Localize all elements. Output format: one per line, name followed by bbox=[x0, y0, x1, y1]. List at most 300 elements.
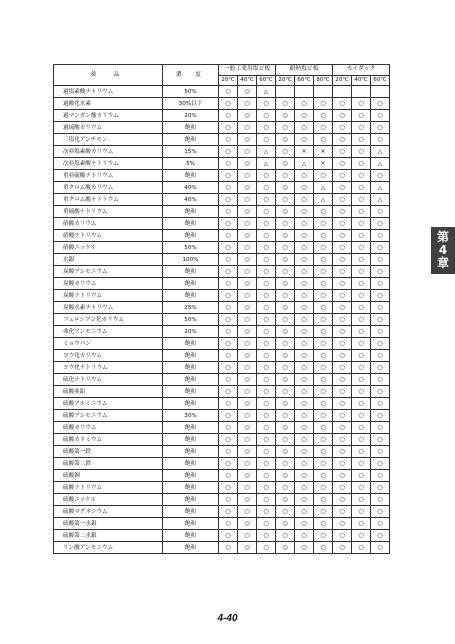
resistance-rating-cell bbox=[295, 470, 314, 482]
resistance-rating-cell bbox=[295, 302, 314, 314]
resistance-rating-mark: ○ bbox=[282, 519, 288, 527]
resistance-rating-mark: ○ bbox=[263, 99, 269, 107]
resistance-rating-cell bbox=[333, 194, 352, 206]
resistance-rating-mark: ○ bbox=[282, 399, 288, 407]
resistance-rating-cell bbox=[238, 446, 257, 458]
resistance-rating-mark: ○ bbox=[339, 483, 345, 491]
resistance-rating-mark: ○ bbox=[244, 351, 250, 359]
resistance-rating-cell bbox=[257, 338, 276, 350]
resistance-rating-mark: ○ bbox=[301, 411, 307, 419]
resistance-rating-mark: ○ bbox=[282, 543, 288, 551]
resistance-rating-cell bbox=[333, 386, 352, 398]
resistance-rating-cell bbox=[238, 314, 257, 326]
resistance-rating-mark: ○ bbox=[339, 303, 345, 311]
resistance-rating-cell bbox=[238, 518, 257, 530]
resistance-rating-cell bbox=[257, 458, 276, 470]
resistance-rating-cell bbox=[257, 230, 276, 242]
resistance-rating-cell bbox=[257, 410, 276, 422]
resistance-rating-mark: ○ bbox=[225, 231, 231, 239]
resistance-rating-cell bbox=[333, 362, 352, 374]
chemical-name-cell: 硫酸第二水銀 bbox=[54, 530, 163, 542]
resistance-rating-cell bbox=[295, 422, 314, 434]
resistance-rating-mark: ○ bbox=[339, 231, 345, 239]
resistance-rating-cell bbox=[238, 434, 257, 446]
resistance-rating-mark: ○ bbox=[282, 291, 288, 299]
resistance-rating-cell bbox=[257, 242, 276, 254]
resistance-rating-mark: ○ bbox=[225, 435, 231, 443]
chemical-name-cell: 重クロム酸カリウム bbox=[54, 182, 163, 194]
resistance-rating-cell bbox=[352, 446, 371, 458]
resistance-rating-mark: ○ bbox=[244, 399, 250, 407]
resistance-rating-cell bbox=[333, 518, 352, 530]
resistance-rating-cell bbox=[314, 470, 333, 482]
resistance-rating-mark: ○ bbox=[282, 327, 288, 335]
resistance-rating-mark: ○ bbox=[244, 267, 250, 275]
table-row bbox=[54, 350, 390, 362]
resistance-rating-mark: ○ bbox=[282, 183, 288, 191]
resistance-rating-cell bbox=[371, 434, 390, 446]
resistance-rating-mark: ○ bbox=[225, 459, 231, 467]
resistance-rating-mark: ○ bbox=[282, 435, 288, 443]
resistance-rating-cell bbox=[276, 542, 295, 554]
resistance-rating-cell bbox=[295, 134, 314, 146]
concentration-cell: 15% bbox=[163, 146, 219, 158]
resistance-rating-mark: ○ bbox=[263, 471, 269, 479]
resistance-rating-cell bbox=[295, 482, 314, 494]
resistance-rating-mark: ○ bbox=[225, 171, 231, 179]
concentration-cell: 100% bbox=[163, 254, 219, 266]
resistance-rating-mark: ○ bbox=[377, 483, 383, 491]
chemical-name-cell: リン酸アンモニウム bbox=[54, 542, 163, 554]
resistance-rating-cell bbox=[295, 530, 314, 542]
resistance-rating-cell bbox=[352, 158, 371, 170]
resistance-rating-mark: ○ bbox=[225, 267, 231, 275]
resistance-rating-cell bbox=[295, 458, 314, 470]
resistance-rating-mark: ○ bbox=[244, 159, 250, 167]
resistance-rating-mark: ○ bbox=[244, 195, 250, 203]
resistance-rating-mark: ○ bbox=[244, 135, 250, 143]
chemical-name-cell: 炭酸ナトリウム bbox=[54, 290, 163, 302]
resistance-rating-cell bbox=[219, 302, 238, 314]
resistance-rating-mark: ○ bbox=[377, 471, 383, 479]
chemical-name-cell: 三塩化アンチモン bbox=[54, 134, 163, 146]
resistance-rating-cell bbox=[333, 350, 352, 362]
chemical-name-cell: 硫酸アンモニウム bbox=[54, 410, 163, 422]
resistance-rating-mark: ○ bbox=[244, 327, 250, 335]
chapter-tab-char: 章 bbox=[436, 256, 449, 270]
resistance-rating-cell bbox=[257, 446, 276, 458]
resistance-rating-cell bbox=[314, 98, 333, 110]
chemical-name-cell: 硝酸ニッケル bbox=[54, 242, 163, 254]
resistance-rating-cell bbox=[295, 338, 314, 350]
resistance-rating-mark: ○ bbox=[244, 303, 250, 311]
resistance-rating-mark: ○ bbox=[358, 327, 364, 335]
resistance-rating-cell bbox=[314, 290, 333, 302]
concentration-cell: 飽和 bbox=[163, 122, 219, 134]
chemical-name-cell: 硫酸ナトリウム bbox=[54, 482, 163, 494]
resistance-rating-mark: ○ bbox=[339, 363, 345, 371]
resistance-rating-mark: ○ bbox=[339, 471, 345, 479]
resistance-rating-mark: ○ bbox=[377, 531, 383, 539]
resistance-rating-cell bbox=[276, 98, 295, 110]
resistance-rating-cell bbox=[219, 506, 238, 518]
resistance-rating-cell bbox=[371, 278, 390, 290]
resistance-rating-cell bbox=[276, 314, 295, 326]
resistance-rating-cell bbox=[295, 278, 314, 290]
table-row bbox=[54, 86, 390, 98]
resistance-rating-mark: ○ bbox=[358, 399, 364, 407]
resistance-rating-mark: ○ bbox=[225, 519, 231, 527]
resistance-rating-mark: ○ bbox=[225, 543, 231, 551]
resistance-rating-mark: ○ bbox=[301, 267, 307, 275]
chemical-name-cell: 重硫酸ナトリウム bbox=[54, 206, 163, 218]
resistance-rating-cell bbox=[352, 494, 371, 506]
resistance-rating-mark: ○ bbox=[339, 459, 345, 467]
resistance-rating-cell bbox=[238, 266, 257, 278]
resistance-rating-cell bbox=[257, 134, 276, 146]
resistance-rating-cell bbox=[295, 254, 314, 266]
resistance-rating-mark: △ bbox=[377, 184, 383, 191]
resistance-rating-cell bbox=[371, 410, 390, 422]
resistance-rating-mark: ○ bbox=[244, 375, 250, 383]
resistance-rating-mark: ○ bbox=[244, 339, 250, 347]
resistance-rating-mark: ○ bbox=[358, 411, 364, 419]
resistance-rating-cell bbox=[257, 494, 276, 506]
resistance-rating-cell bbox=[333, 98, 352, 110]
resistance-rating-cell bbox=[371, 350, 390, 362]
resistance-rating-mark: ○ bbox=[225, 327, 231, 335]
resistance-rating-mark: ○ bbox=[263, 111, 269, 119]
resistance-rating-cell bbox=[276, 482, 295, 494]
resistance-rating-mark: ○ bbox=[282, 471, 288, 479]
resistance-rating-cell bbox=[257, 218, 276, 230]
resistance-rating-cell bbox=[333, 494, 352, 506]
resistance-rating-mark: ○ bbox=[358, 531, 364, 539]
table-row bbox=[54, 290, 390, 302]
resistance-rating-cell bbox=[276, 194, 295, 206]
resistance-rating-cell bbox=[314, 158, 333, 170]
resistance-rating-cell bbox=[219, 170, 238, 182]
resistance-rating-mark: ○ bbox=[377, 231, 383, 239]
concentration-cell: 飽和 bbox=[163, 542, 219, 554]
resistance-rating-cell bbox=[219, 398, 238, 410]
header-temp: 60℃ bbox=[257, 75, 276, 86]
resistance-rating-mark: ○ bbox=[339, 147, 345, 155]
resistance-rating-cell bbox=[257, 398, 276, 410]
resistance-rating-cell bbox=[333, 278, 352, 290]
resistance-rating-mark: ○ bbox=[339, 291, 345, 299]
resistance-rating-mark: ○ bbox=[263, 207, 269, 215]
resistance-rating-cell bbox=[314, 266, 333, 278]
resistance-rating-mark: ○ bbox=[377, 447, 383, 455]
resistance-rating-cell bbox=[333, 482, 352, 494]
resistance-rating-cell bbox=[238, 134, 257, 146]
resistance-rating-cell bbox=[276, 398, 295, 410]
resistance-rating-mark: ○ bbox=[225, 303, 231, 311]
resistance-rating-mark: ○ bbox=[225, 147, 231, 155]
resistance-rating-mark: ○ bbox=[225, 99, 231, 107]
resistance-rating-mark: ○ bbox=[320, 483, 326, 491]
chemical-name-cell: 弗化アンモニウム bbox=[54, 326, 163, 338]
resistance-rating-cell bbox=[314, 410, 333, 422]
resistance-rating-mark: ○ bbox=[358, 303, 364, 311]
resistance-rating-mark: ○ bbox=[358, 159, 364, 167]
resistance-rating-mark: ○ bbox=[263, 423, 269, 431]
resistance-rating-mark: ○ bbox=[244, 411, 250, 419]
table-row bbox=[54, 386, 390, 398]
resistance-rating-cell bbox=[219, 542, 238, 554]
table-row bbox=[54, 170, 390, 182]
resistance-rating-cell bbox=[371, 398, 390, 410]
resistance-rating-cell bbox=[219, 326, 238, 338]
resistance-rating-mark: ○ bbox=[263, 327, 269, 335]
resistance-rating-cell bbox=[276, 182, 295, 194]
resistance-rating-mark: × bbox=[320, 147, 326, 155]
resistance-rating-mark: ○ bbox=[339, 207, 345, 215]
resistance-rating-mark: ○ bbox=[320, 495, 326, 503]
resistance-rating-mark: ○ bbox=[377, 219, 383, 227]
resistance-rating-mark: ○ bbox=[225, 111, 231, 119]
resistance-rating-cell bbox=[219, 182, 238, 194]
concentration-cell: 50% bbox=[163, 314, 219, 326]
resistance-rating-mark: ○ bbox=[282, 303, 288, 311]
resistance-rating-cell bbox=[276, 110, 295, 122]
resistance-rating-cell bbox=[314, 350, 333, 362]
resistance-rating-mark: ○ bbox=[320, 171, 326, 179]
resistance-rating-cell bbox=[238, 158, 257, 170]
resistance-rating-mark: ○ bbox=[339, 255, 345, 263]
resistance-rating-mark: ○ bbox=[225, 135, 231, 143]
table-row bbox=[54, 242, 390, 254]
resistance-rating-cell bbox=[352, 182, 371, 194]
resistance-rating-mark: ○ bbox=[301, 435, 307, 443]
resistance-rating-cell bbox=[333, 314, 352, 326]
resistance-rating-mark: ○ bbox=[301, 495, 307, 503]
resistance-rating-cell bbox=[333, 218, 352, 230]
resistance-rating-cell bbox=[295, 122, 314, 134]
concentration-cell: 飽和 bbox=[163, 338, 219, 350]
concentration-cell: 20% bbox=[163, 110, 219, 122]
resistance-rating-mark: ○ bbox=[377, 339, 383, 347]
resistance-rating-mark: ○ bbox=[225, 219, 231, 227]
resistance-rating-cell bbox=[276, 86, 295, 98]
resistance-rating-cell bbox=[352, 542, 371, 554]
resistance-rating-mark: × bbox=[301, 147, 307, 155]
resistance-rating-cell bbox=[352, 434, 371, 446]
resistance-rating-mark: ○ bbox=[244, 255, 250, 263]
resistance-rating-cell bbox=[276, 146, 295, 158]
resistance-rating-mark: ○ bbox=[339, 519, 345, 527]
resistance-rating-mark: ○ bbox=[377, 327, 383, 335]
resistance-rating-cell bbox=[276, 230, 295, 242]
resistance-rating-mark: ○ bbox=[320, 267, 326, 275]
resistance-rating-cell bbox=[333, 110, 352, 122]
resistance-rating-cell bbox=[314, 302, 333, 314]
chemical-name-cell: 硫酸アルミニウム bbox=[54, 398, 163, 410]
resistance-rating-mark: ○ bbox=[244, 315, 250, 323]
resistance-rating-cell bbox=[295, 182, 314, 194]
concentration-cell: 5% bbox=[163, 158, 219, 170]
resistance-rating-mark: ○ bbox=[282, 231, 288, 239]
concentration-cell: 飽和 bbox=[163, 398, 219, 410]
resistance-rating-mark: ○ bbox=[358, 171, 364, 179]
resistance-rating-mark: ○ bbox=[244, 147, 250, 155]
resistance-rating-cell bbox=[276, 506, 295, 518]
resistance-rating-mark: ○ bbox=[358, 279, 364, 287]
resistance-rating-mark: ○ bbox=[225, 423, 231, 431]
resistance-rating-mark: ○ bbox=[263, 387, 269, 395]
resistance-rating-cell bbox=[276, 266, 295, 278]
resistance-rating-mark: ○ bbox=[244, 87, 250, 95]
resistance-rating-cell bbox=[276, 218, 295, 230]
resistance-rating-cell bbox=[371, 206, 390, 218]
resistance-rating-mark: ○ bbox=[301, 303, 307, 311]
resistance-rating-mark: ○ bbox=[225, 531, 231, 539]
resistance-rating-mark: ○ bbox=[358, 147, 364, 155]
resistance-rating-mark: ○ bbox=[320, 351, 326, 359]
resistance-rating-mark: ○ bbox=[225, 387, 231, 395]
resistance-rating-mark: ○ bbox=[377, 207, 383, 215]
resistance-rating-mark: ○ bbox=[358, 183, 364, 191]
resistance-rating-mark: ○ bbox=[339, 279, 345, 287]
resistance-rating-cell bbox=[219, 410, 238, 422]
table-row bbox=[54, 146, 390, 158]
resistance-rating-cell bbox=[295, 374, 314, 386]
resistance-rating-mark: ○ bbox=[320, 99, 326, 107]
resistance-rating-mark: ○ bbox=[263, 303, 269, 311]
resistance-rating-mark: ○ bbox=[377, 363, 383, 371]
resistance-rating-mark: ○ bbox=[377, 135, 383, 143]
resistance-rating-cell bbox=[219, 530, 238, 542]
resistance-rating-mark: ○ bbox=[358, 291, 364, 299]
chemical-name-cell: 硫酸第二鉄 bbox=[54, 458, 163, 470]
resistance-rating-cell bbox=[295, 326, 314, 338]
resistance-rating-mark: ○ bbox=[225, 363, 231, 371]
resistance-rating-mark: ○ bbox=[320, 459, 326, 467]
resistance-rating-cell bbox=[295, 386, 314, 398]
resistance-rating-cell bbox=[219, 206, 238, 218]
resistance-rating-mark: ○ bbox=[339, 435, 345, 443]
chemical-name-cell: 炭酸アンモニウム bbox=[54, 266, 163, 278]
resistance-rating-cell bbox=[314, 110, 333, 122]
resistance-rating-cell bbox=[219, 230, 238, 242]
resistance-rating-mark: ○ bbox=[282, 531, 288, 539]
resistance-rating-cell bbox=[276, 458, 295, 470]
header-temp: 20℃ bbox=[333, 75, 352, 86]
resistance-rating-mark: ○ bbox=[225, 183, 231, 191]
resistance-rating-cell bbox=[219, 266, 238, 278]
resistance-rating-cell bbox=[257, 506, 276, 518]
resistance-rating-cell bbox=[371, 338, 390, 350]
resistance-rating-cell bbox=[276, 410, 295, 422]
header-group-kydex: カイダック bbox=[333, 65, 390, 76]
resistance-rating-mark: ○ bbox=[358, 255, 364, 263]
concentration-cell: 40% bbox=[163, 182, 219, 194]
resistance-rating-cell bbox=[352, 374, 371, 386]
resistance-rating-mark: ○ bbox=[282, 255, 288, 263]
resistance-rating-mark: ○ bbox=[358, 471, 364, 479]
resistance-rating-mark: ○ bbox=[339, 111, 345, 119]
resistance-rating-mark: ○ bbox=[339, 543, 345, 551]
resistance-rating-mark: ○ bbox=[339, 99, 345, 107]
resistance-rating-cell bbox=[371, 218, 390, 230]
resistance-rating-cell bbox=[371, 458, 390, 470]
concentration-cell: 飽和 bbox=[163, 278, 219, 290]
resistance-rating-cell bbox=[219, 362, 238, 374]
resistance-rating-mark: ○ bbox=[301, 255, 307, 263]
resistance-rating-mark: △ bbox=[301, 160, 307, 167]
resistance-rating-cell bbox=[238, 470, 257, 482]
table-row bbox=[54, 302, 390, 314]
resistance-rating-cell bbox=[352, 194, 371, 206]
chemical-name-cell: 過硫酸カリウム bbox=[54, 122, 163, 134]
resistance-rating-mark: ○ bbox=[225, 315, 231, 323]
resistance-rating-mark: ○ bbox=[263, 519, 269, 527]
header-temp: 80℃ bbox=[314, 75, 333, 86]
resistance-rating-cell bbox=[314, 122, 333, 134]
resistance-rating-cell bbox=[352, 518, 371, 530]
resistance-rating-cell bbox=[371, 266, 390, 278]
resistance-rating-mark: ○ bbox=[263, 339, 269, 347]
resistance-rating-mark: ○ bbox=[301, 231, 307, 239]
resistance-rating-mark: ○ bbox=[263, 255, 269, 263]
resistance-rating-cell bbox=[371, 110, 390, 122]
resistance-rating-mark: ○ bbox=[263, 507, 269, 515]
resistance-rating-mark: ○ bbox=[301, 111, 307, 119]
resistance-rating-mark: ○ bbox=[301, 459, 307, 467]
resistance-rating-mark: △ bbox=[377, 148, 383, 155]
resistance-rating-mark: ○ bbox=[244, 495, 250, 503]
resistance-rating-mark: ○ bbox=[263, 447, 269, 455]
resistance-rating-cell bbox=[238, 530, 257, 542]
resistance-rating-mark: △ bbox=[263, 160, 269, 167]
resistance-rating-cell bbox=[314, 374, 333, 386]
resistance-rating-mark: ○ bbox=[377, 315, 383, 323]
resistance-rating-mark: ○ bbox=[225, 279, 231, 287]
resistance-rating-cell bbox=[238, 278, 257, 290]
resistance-rating-cell bbox=[238, 98, 257, 110]
chemical-name-cell: 硝酸カリウム bbox=[54, 218, 163, 230]
resistance-rating-cell bbox=[257, 326, 276, 338]
resistance-rating-mark: ○ bbox=[282, 243, 288, 251]
resistance-rating-cell bbox=[295, 362, 314, 374]
resistance-rating-cell bbox=[333, 230, 352, 242]
resistance-rating-cell bbox=[352, 110, 371, 122]
resistance-rating-mark: △ bbox=[320, 184, 326, 191]
resistance-rating-cell bbox=[333, 290, 352, 302]
resistance-rating-mark: ○ bbox=[244, 183, 250, 191]
chemical-name-cell: 重亜硫酸ナトリウム bbox=[54, 170, 163, 182]
header-concentration: 濃 度 bbox=[163, 65, 219, 86]
resistance-rating-mark: ○ bbox=[377, 303, 383, 311]
resistance-rating-cell bbox=[333, 254, 352, 266]
resistance-rating-mark: ○ bbox=[263, 399, 269, 407]
table-row bbox=[54, 134, 390, 146]
resistance-rating-cell bbox=[333, 182, 352, 194]
resistance-rating-mark: ○ bbox=[377, 495, 383, 503]
resistance-rating-mark: ○ bbox=[282, 267, 288, 275]
resistance-rating-mark: ○ bbox=[301, 243, 307, 251]
concentration-cell: 飽和 bbox=[163, 350, 219, 362]
resistance-rating-cell bbox=[333, 398, 352, 410]
resistance-rating-cell bbox=[219, 374, 238, 386]
resistance-rating-mark: ○ bbox=[339, 159, 345, 167]
resistance-rating-cell bbox=[295, 206, 314, 218]
resistance-rating-cell bbox=[314, 242, 333, 254]
resistance-rating-cell bbox=[333, 446, 352, 458]
resistance-rating-mark: ○ bbox=[320, 423, 326, 431]
table-row bbox=[54, 338, 390, 350]
